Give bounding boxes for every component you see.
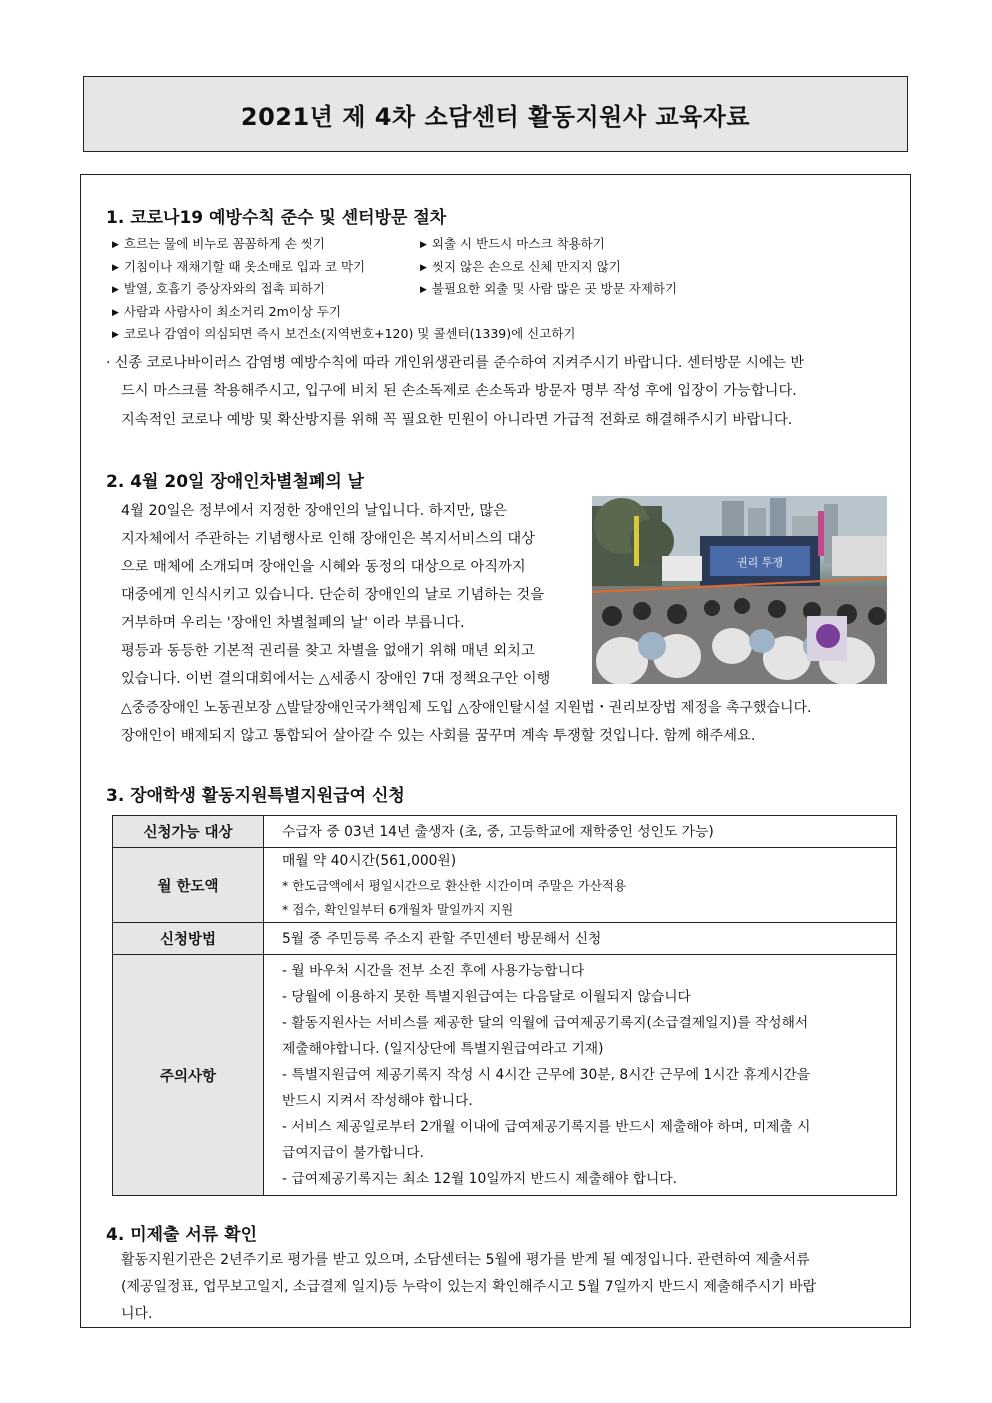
bullet-text: 불필요한 외출 및 사람 많은 곳 방문 자제하기 [431,281,678,296]
section3-heading: 3. 장애학생 활동지원특별지원급여 신청 [106,786,405,806]
table-label-cell: 신청가능 대상 [113,816,264,848]
paragraph-line: (제공일정표, 업무보고일지, 소급결제 일지)등 누락이 있는지 확인해주시고 5월 7일까지 반드시 제출해주시기 바랍 [121,1279,817,1295]
support-info-table [112,815,897,1196]
banner-text: 권리 투쟁 [736,556,784,569]
bullet-text: 씻지 않은 손으로 신체 만지지 않기 [431,259,621,274]
bullet-text: 코로나 감염이 의심되면 즉시 보건소(지역번호+120) 및 콜센터(1339)에 신고하기 [123,326,576,341]
table-label-cell: 월 한도액 [113,848,264,923]
table-value-cell [264,848,897,923]
table-label-cell: 주의사항 [113,955,264,1196]
table-value-line: - 당월에 이용하지 못한 특별지원급여는 다음달로 이월되지 않습니다 [282,989,691,1005]
section1-heading: 1. 코로나19 예방수칙 준수 및 센터방문 절차 [106,208,447,228]
paragraph-line: 있습니다. 이번 결의대회에서는 △세종시 장애인 7대 정책요구안 이행 [121,671,551,687]
table-value-cell [264,816,897,848]
bullet-item [420,257,621,275]
section4-heading: 4. 미제출 서류 확인 [106,1225,257,1245]
paragraph-line: 지자체에서 주관하는 기념행사로 인해 장애인은 복지서비스의 대상 [121,531,535,547]
bullet-item [112,234,325,252]
table-value-line: 반드시 지켜서 작성해야 합니다. [282,1093,473,1109]
table-value-line: - 특별지원급여 제공기록지 작성 시 4시간 근무에 30분, 8시간 근무에 1시간 휴게시간을 [282,1067,810,1083]
paragraph-line: 활동지원기관은 2년주기로 평가를 받고 있으며, 소담센터는 5월에 평가를 받게 될 예정입니다. 관련하여 제출서류 [121,1252,810,1268]
table-value-cell [264,923,897,955]
table-value-line: - 서비스 제공일로부터 2개월 이내에 급여제공기록지를 반드시 제출해야 하며, 미제출 시 [282,1119,811,1135]
table-value-line: * 접수, 확인일부터 6개월차 말일까지 지원 [282,901,514,917]
table-value-cell [264,955,897,1196]
paragraph-line: 4월 20일은 정부에서 지정한 장애인의 날입니다. 하지만, 많은 [121,503,507,519]
bullet-text: 기침이나 재채기할 때 옷소매로 입과 코 막기 [123,259,366,274]
table-value-line: - 급여제공기록지는 최소 12월 10일까지 반드시 제출해야 합니다. [282,1171,678,1187]
document-title: 2021년 제 4차 소담센터 활동지원사 교육자료 [83,76,908,152]
paragraph-line: 대중에게 인식시키고 있습니다. 단순히 장애인의 날로 기념하는 것을 [121,587,545,603]
table-label-cell: 신청방법 [113,923,264,955]
paragraph-line: · 신종 코로나바이러스 감염병 예방수칙에 따라 개인위생관리를 준수하여 지켜주시기 바랍니다. 센터방문 시에는 반 [106,355,804,371]
bullet-text: 발열, 호흡기 증상자와의 접촉 피하기 [123,281,325,296]
bullet-triangle-icon: ▶ [112,330,119,340]
bullet-text: 사람과 사람사이 최소거리 2m이상 두기 [123,304,342,319]
paragraph-line: 지속적인 코로나 예방 및 확산방지를 위해 꼭 필요한 민원이 아니라면 가급적 전화로 해결해주시기 바랍니다. [121,412,793,428]
paragraph-line: 드시 마스크를 착용해주시고, 입구에 비치 된 손소독제로 손소독과 방문자 명부 작성 후에 입장이 가능합니다. [121,383,797,399]
bullet-text: 흐르는 물에 비누로 꼼꼼하게 손 씻기 [123,236,325,251]
paragraph-line: 으로 매체에 소개되며 장애인을 시혜와 동정의 대상으로 아직까지 [121,559,526,575]
table-value-line: 급여지급이 불가합니다. [282,1145,425,1161]
bullet-item [420,234,605,252]
bullet-triangle-icon: ▶ [420,240,427,250]
bullet-triangle-icon: ▶ [420,285,427,295]
table-value-line: 5월 중 주민등록 주소지 관할 주민센터 방문해서 신청 [282,930,602,947]
bullet-item [420,279,677,297]
bullet-triangle-icon: ▶ [420,263,427,273]
paragraph-line: 니다. [121,1306,153,1322]
paragraph-line: 평등과 동등한 기본적 권리를 찾고 차별을 없애기 위해 매년 외치고 [121,643,535,659]
table-value-line: - 활동지원사는 서비스를 제공한 달의 익월에 급여제공기록지(소급결제일지)를 작성해서 [282,1015,809,1031]
paragraph-line: 거부하며 우리는 '장애인 차별철폐의 날' 이라 부릅니다. [121,615,465,631]
bullet-triangle-icon: ▶ [112,240,119,250]
bullet-item [112,257,365,275]
table-row [113,848,897,923]
table-row [113,816,897,848]
rally-photo [592,496,887,684]
paragraph-line: △중증장애인 노동권보장 △발달장애인국가책임제 도입 △장애인탈시설 지원법・권리보장법 제정을 촉구했습니다. [121,700,812,716]
paragraph-line: 장애인이 배제되지 않고 통합되어 살아갈 수 있는 사회를 꿈꾸며 계속 투쟁할 것입니다. 함께 해주세요. [121,728,756,744]
rally-photo-illustration [592,496,887,684]
table-value-line: 매월 약 40시간(561,000원) [282,852,457,869]
bullet-item [112,279,325,297]
table-value-line: 제출해야합니다. (일지상단에 특별지원급여라고 기재) [282,1041,604,1057]
bullet-triangle-icon: ▶ [112,308,119,318]
table-row [113,923,897,955]
table-value-line: * 한도금액에서 평일시간으로 환산한 시간이며 주말은 가산적용 [282,877,627,893]
table-value-line: - 월 바우처 시간을 전부 소진 후에 사용가능합니다 [282,963,585,979]
bullet-triangle-icon: ▶ [112,263,119,273]
bullet-item [112,324,576,342]
bullet-triangle-icon: ▶ [112,285,119,295]
bullet-text: 외출 시 반드시 마스크 착용하기 [431,236,605,251]
bullet-item [112,302,341,320]
section2-heading: 2. 4월 20일 장애인차별철폐의 날 [106,472,365,492]
table-value-line: 수급자 중 03년 14년 출생자 (초, 중, 고등학교에 재학중인 성인도 가능) [282,823,714,840]
table-row [113,955,897,1196]
